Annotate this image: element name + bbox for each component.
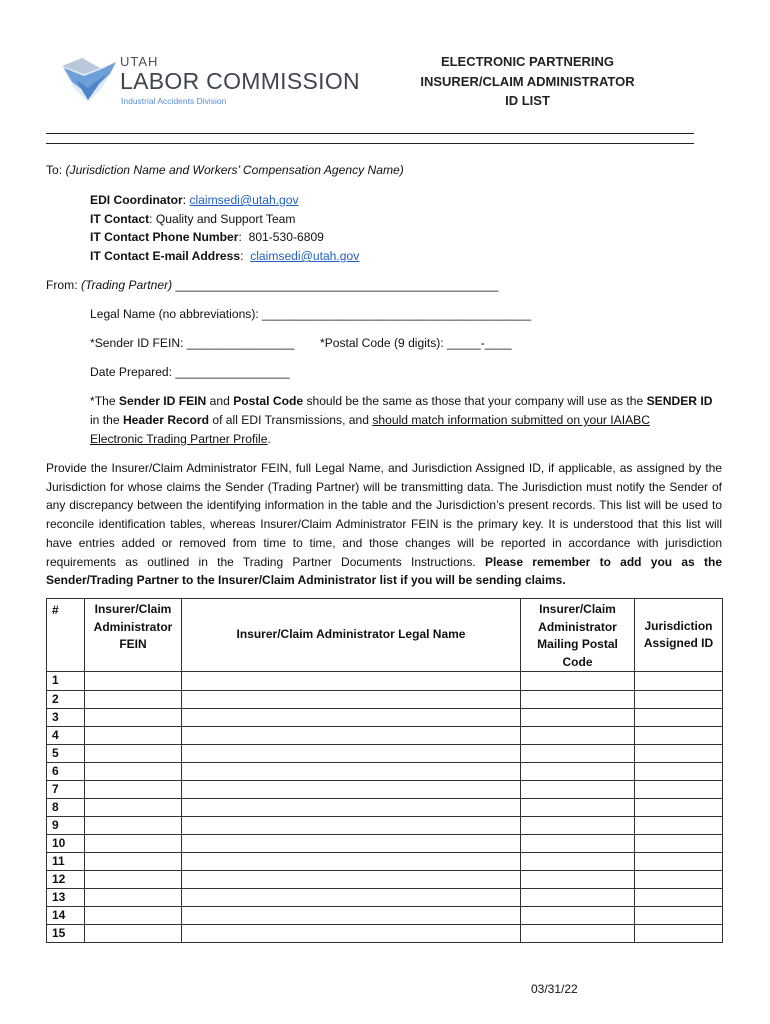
to-line	[46, 161, 404, 180]
postal-code-field[interactable]: *Postal Code (9 digits): _____-____	[320, 336, 512, 350]
fein-cell[interactable]	[85, 835, 182, 853]
sender-note-line-3	[90, 430, 271, 449]
legal-name-cell[interactable]	[182, 889, 521, 907]
legal-name-cell[interactable]	[182, 672, 521, 691]
it-phone-line: IT Contact Phone Number: 801-530-6809	[90, 230, 324, 244]
table-row	[47, 907, 723, 925]
note-bold-sender-fein: Sender ID FEIN	[118, 394, 207, 408]
edi-coordinator-label: EDI Coordinator	[90, 193, 183, 207]
jurisdiction-id-cell[interactable]	[635, 835, 723, 853]
postal-code-cell[interactable]	[521, 781, 635, 799]
table-body	[47, 672, 723, 943]
postal-code-cell[interactable]	[521, 853, 635, 871]
postal-code-cell[interactable]	[521, 907, 635, 925]
fein-cell[interactable]	[85, 799, 182, 817]
jurisdiction-id-cell[interactable]	[635, 871, 723, 889]
postal-code-cell[interactable]	[521, 799, 635, 817]
jurisdiction-id-cell[interactable]	[635, 709, 723, 727]
table-header-row	[47, 599, 723, 672]
legal-name-cell[interactable]	[182, 727, 521, 745]
row-number: 8	[47, 799, 85, 817]
postal-code-cell[interactable]	[521, 835, 635, 853]
edi-coordinator-line: EDI Coordinator: claimsedi@utah.gov	[90, 193, 299, 207]
note-text: should be the same as those that your company will use as the	[303, 394, 647, 408]
legal-name-field[interactable]: Legal Name (no abbreviations): ________________________________________	[90, 307, 532, 321]
from-value: (Trading Partner)	[80, 278, 173, 292]
table-row	[47, 745, 723, 763]
it-phone-label: IT Contact Phone Number	[90, 230, 239, 244]
table-row	[47, 853, 723, 871]
it-email-label: IT Contact E-mail Address	[90, 249, 241, 263]
it-contact-label: IT Contact	[90, 212, 150, 226]
logo-labor-commission-text: LABOR COMMISSION	[120, 68, 360, 94]
postal-code-cell[interactable]	[521, 691, 635, 709]
table-row	[47, 817, 723, 835]
it-email-link[interactable]: claimsedi@utah.gov	[250, 249, 360, 263]
it-phone-value: 801-530-6809	[248, 230, 324, 244]
postal-code-cell[interactable]	[521, 763, 635, 781]
sender-fein-field[interactable]: *Sender ID FEIN: ________________	[90, 336, 295, 350]
postal-code-cell[interactable]	[521, 709, 635, 727]
table-row	[47, 799, 723, 817]
row-number: 2	[47, 691, 85, 709]
header-jurisdiction-id: Jurisdiction Assigned ID	[635, 599, 723, 672]
row-number: 4	[47, 727, 85, 745]
jurisdiction-id-cell[interactable]	[635, 799, 723, 817]
row-number: 1	[47, 672, 85, 691]
table-row	[47, 763, 723, 781]
instructions-paragraph	[46, 459, 722, 590]
note-bold-header-record: Header Record	[122, 413, 209, 427]
legal-name-cell[interactable]	[182, 709, 521, 727]
postal-code-cell[interactable]	[521, 727, 635, 745]
table-row	[47, 691, 723, 709]
postal-code-cell[interactable]	[521, 745, 635, 763]
legal-name-cell[interactable]	[182, 871, 521, 889]
legal-name-cell[interactable]	[182, 835, 521, 853]
fein-cell[interactable]	[85, 889, 182, 907]
fein-cell[interactable]	[85, 763, 182, 781]
legal-name-cell[interactable]	[182, 691, 521, 709]
instructions-text: Provide the Insurer/Claim Administrator FEIN, full Legal Name, and Jurisdiction Assigned ID, if applicable, as assigned by the Jurisdiction for whose claims the Sender (Trading Partner) will be transmitting data. The Jurisdiction must notify the Sender of any discrepancy between the identifying information in the table and the Jurisdiction’s present records. This list will be used to reconcile identification tables, whereas Insurer/Claim Administrator FEIN is the primary key. It is understood that this list will have entries added or removed from time to time, and those changes will be reported in accordance with jurisdiction requirements as outlined in the Trading Partner Documents Instructions.	[46, 461, 722, 569]
table-row	[47, 871, 723, 889]
header-fein: Insurer/Claim Administrator FEIN	[85, 599, 182, 672]
fein-cell[interactable]	[85, 781, 182, 799]
to-label: To:	[46, 163, 66, 177]
row-number: 11	[47, 853, 85, 871]
fein-cell[interactable]	[85, 727, 182, 745]
sender-note-line-2	[90, 411, 650, 430]
legal-name-cell[interactable]	[182, 781, 521, 799]
from-label: From:	[46, 278, 81, 292]
postal-code-cell[interactable]	[521, 871, 635, 889]
table-row	[47, 835, 723, 853]
row-number: 15	[47, 925, 85, 943]
legal-name-cell[interactable]	[182, 853, 521, 871]
legal-name-cell[interactable]	[182, 745, 521, 763]
it-contact-line: IT Contact: Quality and Support Team	[90, 212, 296, 226]
jurisdiction-id-cell[interactable]	[635, 691, 723, 709]
fein-cell[interactable]	[85, 817, 182, 835]
row-number: 3	[47, 709, 85, 727]
jurisdiction-id-cell[interactable]	[635, 745, 723, 763]
note-bold-postal-code: Postal Code	[233, 394, 304, 408]
postal-code-cell[interactable]	[521, 672, 635, 691]
note-text: *The	[90, 394, 119, 408]
row-number: 6	[47, 763, 85, 781]
jurisdiction-id-cell[interactable]	[635, 925, 723, 943]
row-number: 5	[47, 745, 85, 763]
table-row	[47, 672, 723, 691]
title-line-1: ELECTRONIC PARTNERING	[440, 54, 615, 69]
fein-cell[interactable]	[85, 853, 182, 871]
logo-division-text: Industrial Accidents Division	[121, 96, 227, 106]
jurisdiction-id-cell[interactable]	[635, 763, 723, 781]
note-text: of all EDI Transmissions, and	[209, 413, 373, 427]
fein-cell[interactable]	[85, 672, 182, 691]
note-text: in the	[90, 413, 123, 427]
row-number: 14	[47, 907, 85, 925]
header-legal-name: Insurer/Claim Administrator Legal Name	[182, 599, 521, 672]
footer-date: 03/31/22	[531, 982, 578, 996]
title-line-2: INSURER/CLAIM ADMINISTRATOR	[420, 73, 635, 89]
table-row	[47, 889, 723, 907]
note-text: and	[206, 394, 234, 408]
fein-cell[interactable]	[85, 871, 182, 889]
logo-utah-text: UTAH	[120, 54, 159, 69]
table-row	[47, 709, 723, 727]
instructions-bold-reminder: Please remember to add you as the Sender/Trading Partner to the Insurer/Claim Administrator list if you will be sending claims.	[46, 554, 722, 588]
note-text: .	[267, 432, 271, 446]
legal-name-cell[interactable]	[182, 817, 521, 835]
row-number: 9	[47, 817, 85, 835]
header-rule-bottom	[46, 143, 694, 144]
header-rule-top	[46, 133, 694, 134]
jurisdiction-id-cell[interactable]	[635, 889, 723, 907]
row-number: 12	[47, 871, 85, 889]
legal-name-cell[interactable]	[182, 763, 521, 781]
labor-commission-logo	[60, 52, 360, 108]
table-row	[47, 781, 723, 799]
title-line-3: ID LIST	[505, 93, 550, 108]
to-value: (Jurisdiction Name and Workers’ Compensation Agency Name)	[65, 163, 404, 177]
table-row	[47, 925, 723, 943]
header-number: #	[47, 599, 85, 672]
note-underlined-text: should match information submitted on your IAIABC	[372, 413, 650, 427]
fein-cell[interactable]	[85, 925, 182, 943]
it-contact-value: Quality and Support Team	[155, 212, 296, 226]
legal-name-cell[interactable]	[182, 925, 521, 943]
document-title	[410, 52, 645, 111]
header-mailing-postal-code: Insurer/Claim Administrator Mailing Postal Code	[521, 599, 635, 672]
it-email-line: IT Contact E-mail Address: claimsedi@utah.gov	[90, 249, 360, 263]
sender-note-line-1	[90, 392, 712, 411]
jurisdiction-id-cell[interactable]	[635, 853, 723, 871]
from-blank[interactable]: ________________________________________________	[175, 278, 499, 292]
legal-name-cell[interactable]	[182, 799, 521, 817]
note-bold-sender-id: SENDER ID	[646, 394, 713, 408]
insurer-id-table	[46, 598, 723, 943]
jurisdiction-id-cell[interactable]	[635, 672, 723, 691]
fein-cell[interactable]	[85, 745, 182, 763]
jurisdiction-id-cell[interactable]	[635, 817, 723, 835]
postal-code-cell[interactable]	[521, 889, 635, 907]
from-line	[46, 276, 498, 295]
jurisdiction-id-cell[interactable]	[635, 907, 723, 925]
fein-cell[interactable]	[85, 709, 182, 727]
fein-cell[interactable]	[85, 691, 182, 709]
note-underlined-profile: Electronic Trading Partner Profile	[90, 432, 268, 446]
row-number: 7	[47, 781, 85, 799]
table-row	[47, 727, 723, 745]
legal-name-cell[interactable]	[182, 907, 521, 925]
edi-coordinator-email-link[interactable]: claimsedi@utah.gov	[189, 193, 299, 207]
postal-code-cell[interactable]	[521, 925, 635, 943]
row-number: 10	[47, 835, 85, 853]
row-number: 13	[47, 889, 85, 907]
jurisdiction-id-cell[interactable]	[635, 727, 723, 745]
date-prepared-field[interactable]: Date Prepared: _________________	[90, 365, 290, 379]
postal-code-cell[interactable]	[521, 817, 635, 835]
fein-cell[interactable]	[85, 907, 182, 925]
jurisdiction-id-cell[interactable]	[635, 781, 723, 799]
logo-mark-icon	[60, 52, 120, 108]
